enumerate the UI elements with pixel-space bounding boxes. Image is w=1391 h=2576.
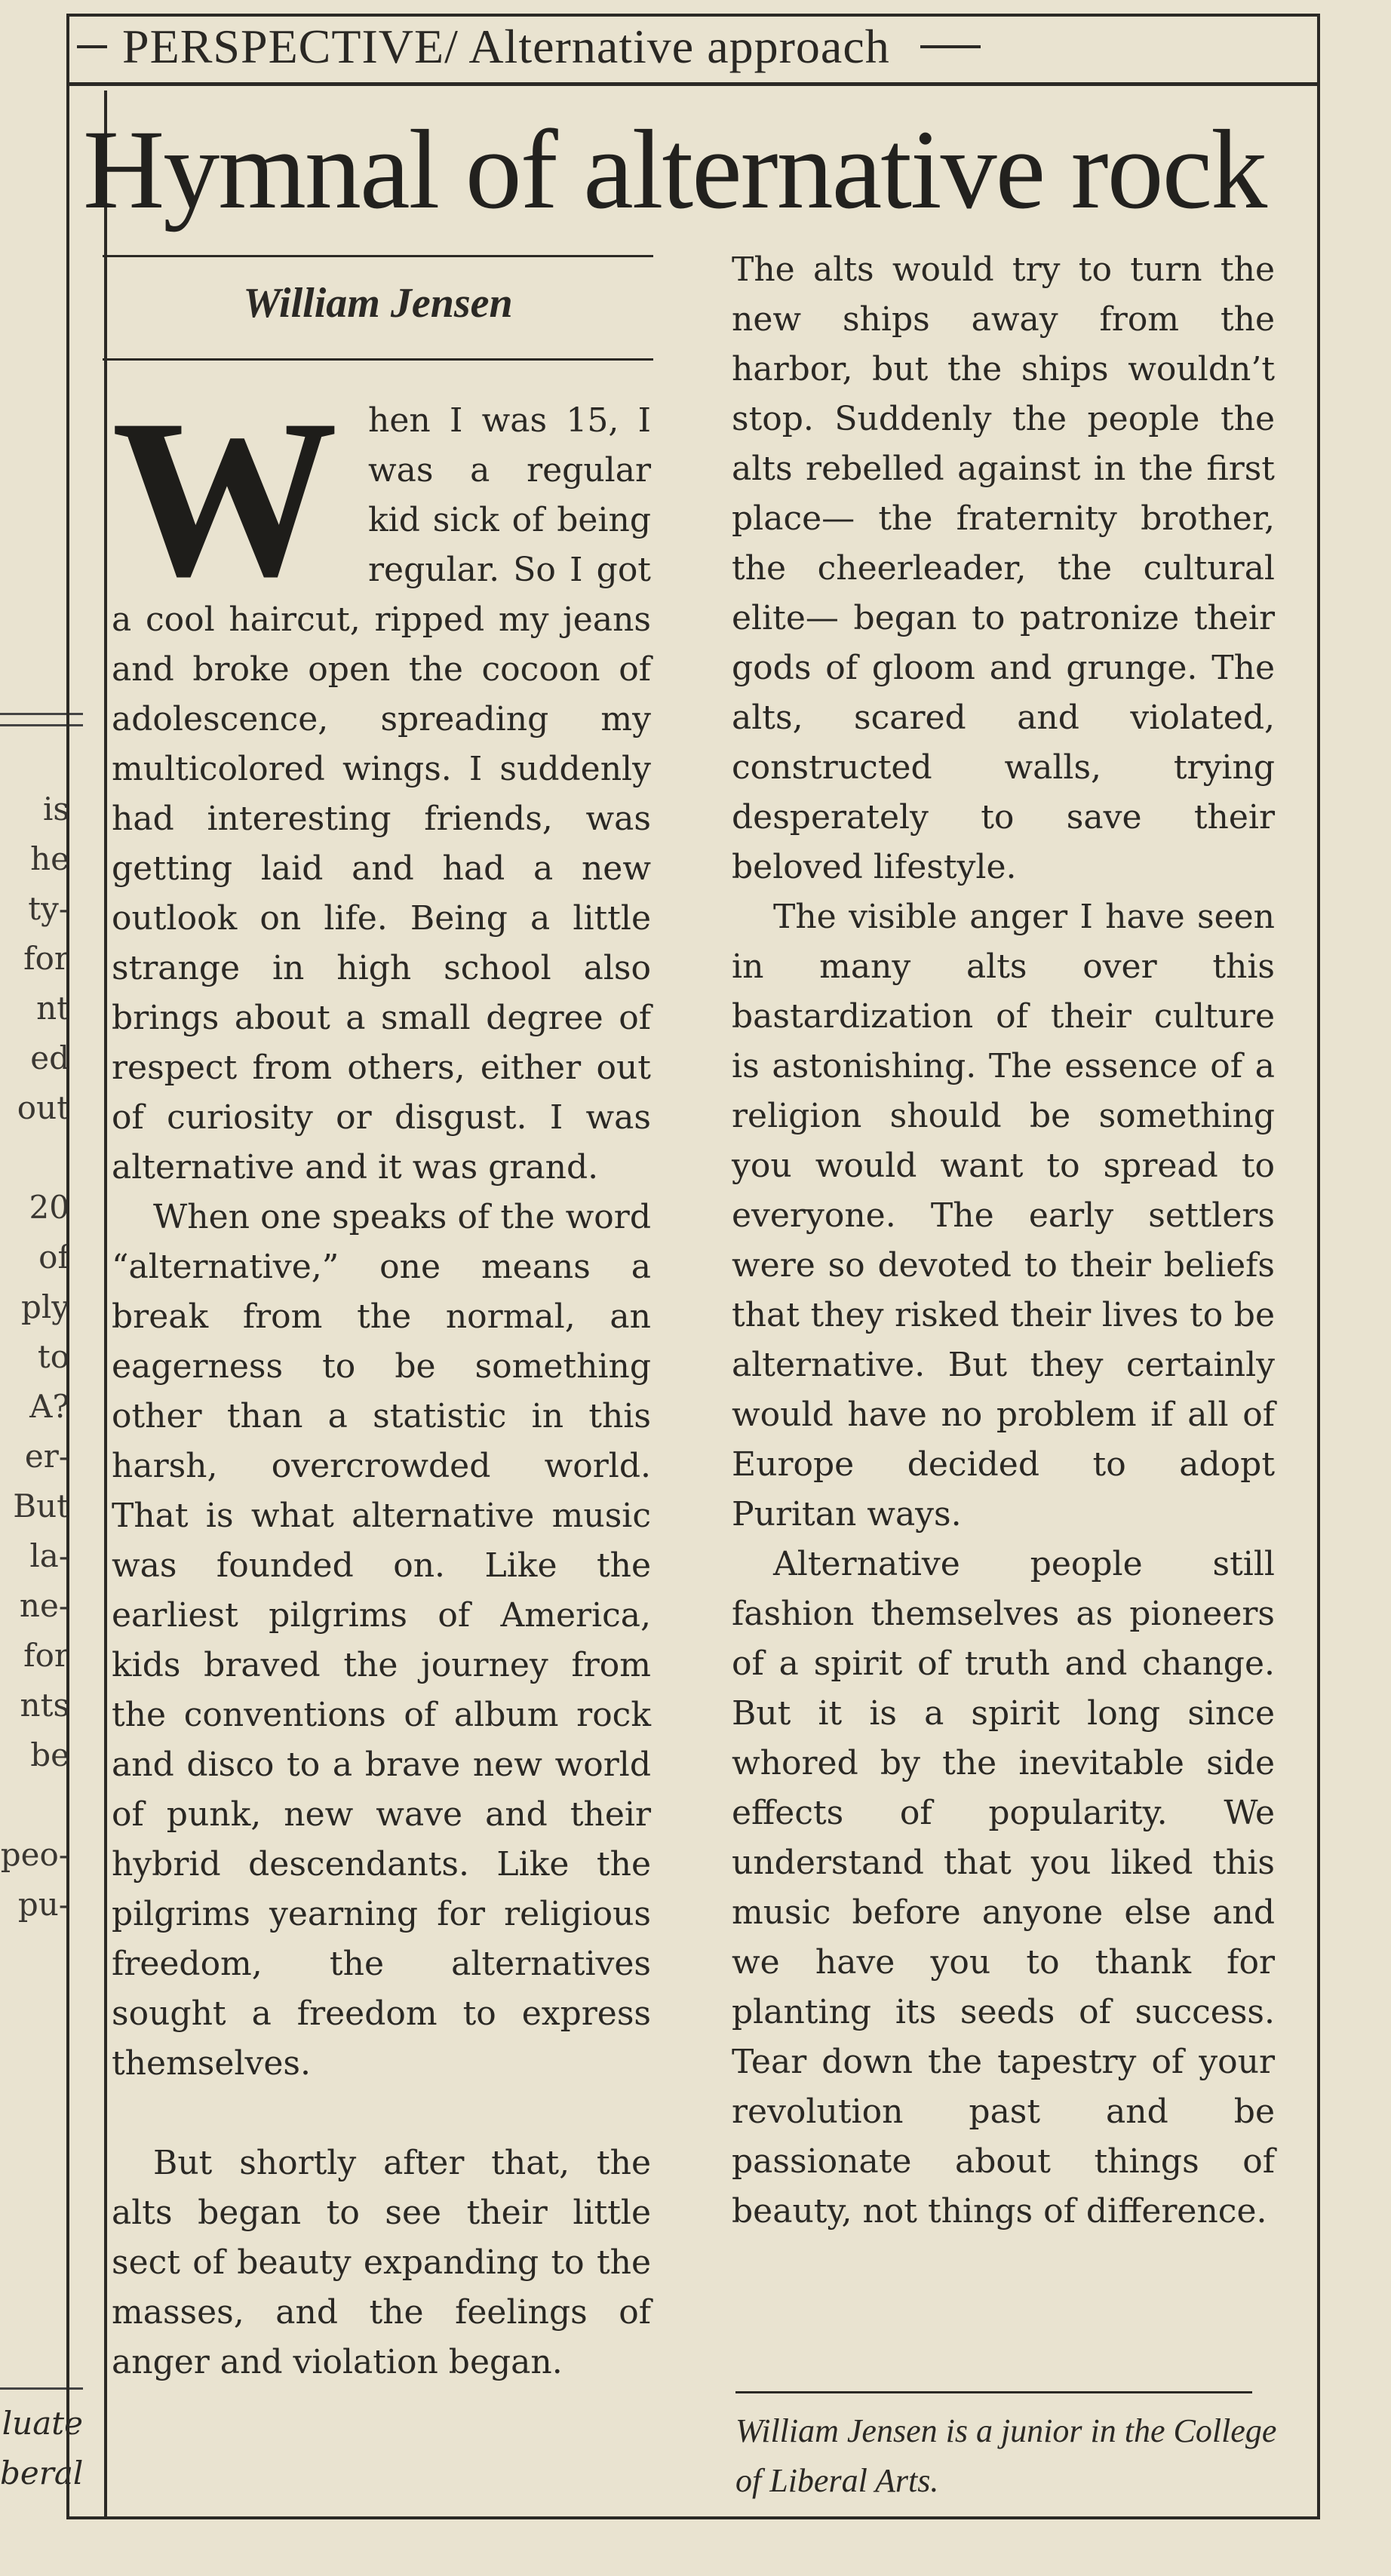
byline-rule-top <box>103 255 653 257</box>
neighbor-line: pu- <box>17 1886 69 1923</box>
neighbor-line: nts <box>20 1687 69 1724</box>
paragraph: The visible anger I have seen in many alts over this bastardization of their culture is astonishing. The essence of a religion should be something you would want to spread to everyone. The early settlers were so devoted to their beliefs that they risked their lives to be alternative. But they certainly would have no problem if all of Europe decided to adopt Puritan ways. <box>732 898 1275 1534</box>
neighbor-column-fragments <box>0 784 69 1930</box>
neighbor-line: 20 <box>29 1189 69 1226</box>
paragraph: When one speaks of the word “alternative,” one means a break from the normal, an eagerness to be something other than a statistic in this harsh, overcrowded world. That is what alternative music was founded on. Like the earliest pilgrims of America, kids braved the journey from the conventions of album rock and disco to a brave new world of punk, new wave and their hybrid descendants. Like the pilgrims yearning for religious freedom, the alternatives sought a freedom to express themselves. <box>112 1198 651 2083</box>
paragraph: The alts would try to turn the new ships away from the harbor, but the ships wouldn’t stop. Suddenly the people the alts rebelled against in the first place— the fraternity brother, the cheerleader, the cultural elite— began to patronize their gods of gloom and grunge. The alts, scared and violated, constructed walls, trying desperately to save their beloved lifestyle. <box>732 250 1275 886</box>
neighbor-line: But <box>13 1488 69 1524</box>
neighbor-line: peo- <box>0 1836 69 1873</box>
neighbor-footer-line: luate <box>2 2405 83 2442</box>
author-bio: William Jensen is a junior in the College of Liberal Arts. <box>735 2412 1277 2499</box>
paragraph <box>112 373 651 1193</box>
neighbor-line: ply <box>20 1288 69 1325</box>
section-header <box>69 11 1317 86</box>
neighbor-line: ty- <box>28 890 69 927</box>
neighbor-line: be <box>30 1736 69 1773</box>
neighbor-line: nt <box>36 990 69 1027</box>
article-column-1 <box>112 373 651 2387</box>
neighbor-line: he <box>30 840 69 877</box>
neighbor-line: to <box>37 1338 69 1375</box>
article-column-2 <box>732 245 1275 2237</box>
neighbor-line: for <box>23 1637 69 1674</box>
neighbor-line: for <box>23 940 69 977</box>
neighbor-line: ne- <box>19 1587 69 1624</box>
paragraph: Alternative people still fashion themselves as pioneers of a spirit of truth and change. But it is a spirit long since whored by the inevitable side effects of popularity. We understand that you liked this music before anyone else and we have you to thank for planting its seeds of success. Tear down the tapestry of your revolution past and be passionate about things of beauty, not things of difference. <box>732 1545 1275 2231</box>
neighbor-line: is <box>43 791 69 827</box>
paragraph: But shortly after that, the alts began to see their little sect of beauty expanding to the masses, and the feelings of anger and violation began. <box>112 2144 651 2381</box>
header-dash-left <box>77 45 107 48</box>
bio-rule <box>735 2391 1252 2393</box>
neighbor-line: of <box>38 1239 69 1276</box>
neighbor-line <box>0 1133 69 1183</box>
section-kicker: PERSPECTIVE/ Alternative approach <box>122 19 890 73</box>
drop-cap: W <box>112 373 338 623</box>
neighbor-footer-line: beral <box>0 2455 83 2492</box>
byline-rule-bottom <box>103 358 653 361</box>
neighbor-line: out <box>17 1089 69 1126</box>
neighbor-line: ed <box>30 1039 69 1076</box>
neighbor-line: la- <box>29 1537 69 1574</box>
neighbor-line <box>0 1780 69 1830</box>
byline: William Jensen <box>243 280 513 327</box>
neighbor-line: A? <box>29 1388 69 1425</box>
paragraph-text: hen I was 15, I was a regular kid sick of being regular. So I got a cool haircut, ripped my jeans and broke open the cocoon of adolescence, spreading my multicolored wings. I suddenly had interesting friends, was getting laid and had a new outlook on life. Being a little strange in high school also brings about a small degree of respect from others, either out of curiosity or disgust. I was alternative and it was grand. <box>112 401 651 1187</box>
header-dash-right <box>920 45 981 48</box>
neighbor-line: er- <box>24 1438 69 1475</box>
headline: Hymnal of alternative rock <box>83 107 1267 232</box>
